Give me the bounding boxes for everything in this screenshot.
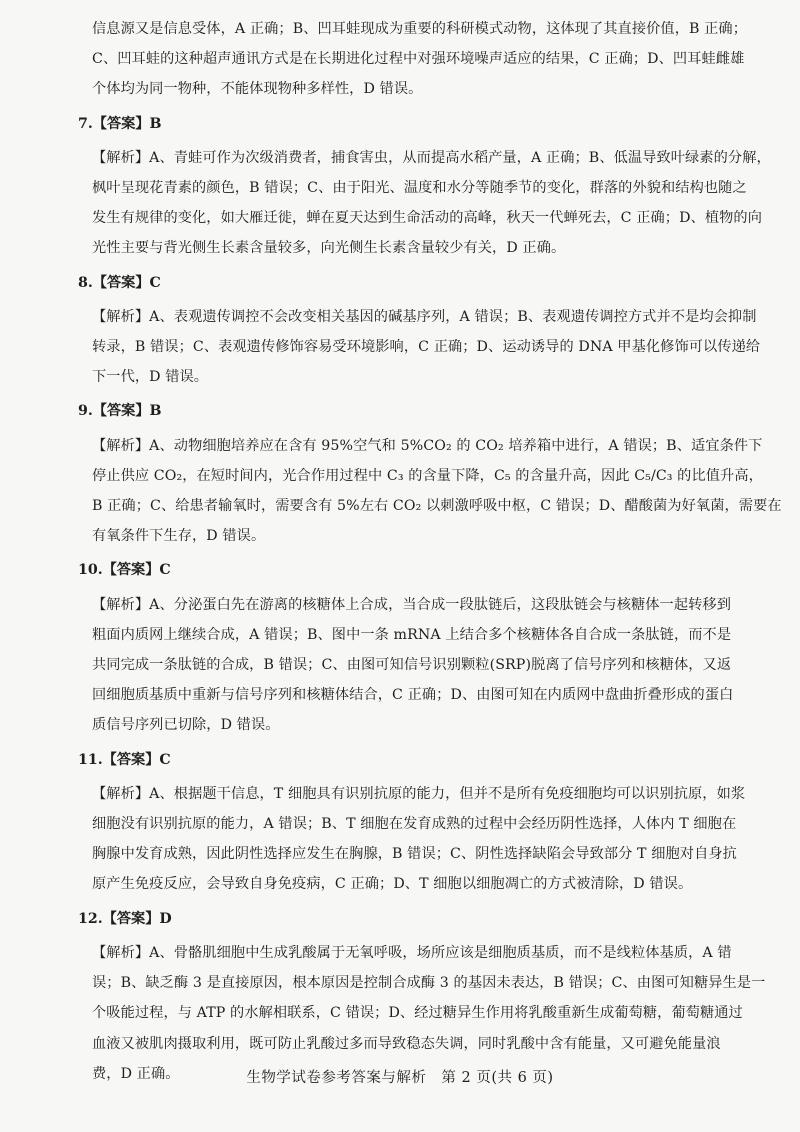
text-line: 个体均为同一物种，不能体现物种多样性，D 错误。: [92, 81, 423, 98]
text-line: 质信号序列已切除，D 错误。: [92, 717, 280, 734]
analysis-paragraph: [92, 431, 782, 552]
answer-heading: 12.【答案】D: [78, 910, 172, 927]
text-line: 【解析】A、表观遗传调控不会改变相关基因的碱基序列，A 错误；B、表观遗传调控方式并不是均会抑制: [92, 308, 757, 325]
text-line: 光性主要与背光侧生长素含量较多，向光侧生长素含量较少有关，D 正确。: [92, 240, 566, 257]
answer-heading: 10.【答案】C: [78, 562, 171, 579]
text-line: 【解析】A、动物细胞培养应在含有 95%空气和 5%CO₂ 的 CO₂ 培养箱中进行，A 错误；B、适宜条件下: [92, 437, 763, 454]
answer-block: [78, 396, 782, 551]
analysis-paragraph: [92, 302, 761, 393]
intro-text: [92, 14, 750, 105]
text-line: 细胞没有识别抗原的能力，A 错误；B、T 细胞在发育成熟的过程中会经历阴性选择，人体内 T 细胞在: [92, 816, 737, 833]
analysis-paragraph: [92, 143, 771, 264]
text-line: B 正确；C、给患者输氧时，需要含有 5%左右 CO₂ 以刺激呼吸中枢，C 错误；D、醋酸菌为好氧菌，需要在: [92, 498, 782, 515]
answer-heading: 8.【答案】C: [78, 274, 161, 291]
text-line: 【解析】A、青蛙可作为次级消费者，捕食害虫，从而提高水稻产量，A 正确；B、低温导致叶绿素的分解，: [92, 149, 771, 166]
text-line: 【解析】A、骨骼肌细胞中生成乳酸属于无氧呼吸，场所应该是细胞质基质，而不是线粒体基质，A 错: [92, 944, 732, 961]
answer-block: [78, 555, 750, 740]
text-line: 【解析】A、分泌蛋白先在游离的核糖体上合成，当合成一段肽链后，这段肽链会与核糖体一起转移到: [92, 596, 731, 613]
text-line: 停止供应 CO₂，在短时间内，光合作用过程中 C₃ 的含量下降，C₅ 的含量升高，因此 C₅/C₃ 的比值升高，: [92, 467, 763, 484]
answer-block: [78, 268, 761, 393]
text-line: 误；B、缺乏酶 3 是直接原因，根本原因是控制合成酶 3 的基因未表达，B 错误；C、由图可知糖异生是一: [92, 975, 766, 992]
text-line: 发生有规律的变化，如大雁迁徙，蝉在夏天达到生命活动的高峰，秋天一代蝉死去，C 正确；D、植物的向: [92, 210, 762, 227]
answer-heading: 9.【答案】B: [78, 403, 162, 420]
answer-block: [78, 745, 750, 900]
text-line: 血液又被肌肉摄取利用，既可防止乳酸过多而导致稳态失调，同时乳酸中含有能量，又可避免能量浪: [92, 1035, 721, 1052]
text-line: 信息源又是信息受体，A 正确；B、凹耳蛙现成为重要的科研模式动物，这体现了其直接价值，B 正确；: [92, 21, 747, 37]
answer-heading: 11.【答案】C: [78, 751, 171, 768]
answer-block: [78, 109, 771, 264]
text-line: C、凹耳蛙的这种超声通讯方式是在长期进化过程中对强环境噪声适应的结果，C 正确；D、凹耳蛙雌雄: [92, 51, 745, 68]
text-line: 个吸能过程，与 ATP 的水解相联系，C 错误；D、经过糖异生作用将乳酸重新生成葡萄糖，葡萄糖通过: [92, 1005, 743, 1022]
text-line: 粗面内质网上继续合成，A 错误；B、图中一条 mRNA 上结合多个核糖体各自合成一条肽链，而不是: [92, 626, 732, 643]
page-footer: 生物学试卷参考答案与解析 第 2 页(共 6 页): [246, 1070, 554, 1086]
text-line: 【解析】A、根据题干信息，T 细胞具有识别抗原的能力，但并不是所有免疫细胞均可以识别抗原，如浆: [92, 785, 746, 802]
analysis-paragraph: [92, 590, 750, 741]
text-line: 胸腺中发育成熟，因此阴性选择应发生在胸腺，B 错误；C、阴性选择缺陷会导致部分 T 细胞对自身抗: [92, 846, 737, 863]
text-line: 有氧条件下生存，D 错误。: [92, 528, 266, 545]
text-line: 下一代，D 错误。: [92, 369, 209, 386]
intro-paragraph: [92, 14, 750, 105]
text-line: 费，D 正确。: [92, 1065, 180, 1082]
text-line: 转录，B 错误；C、表观遗传修饰容易受环境影响，C 正确；D、运动诱导的 DNA 甲基化修饰可以传递给: [92, 339, 761, 356]
answer-block: [78, 904, 766, 1089]
answer-heading: 7.【答案】B: [78, 115, 162, 132]
text-line: 回细胞质基质中重新与信号序列和核糖体结合，C 正确；D、由图可知在内质网中盘曲折叠形成的蛋白: [92, 687, 734, 704]
answers-list: [78, 109, 782, 1089]
text-line: 原产生免疫反应，会导致自身免疫病，C 正确；D、T 细胞以细胞凋亡的方式被清除，D 错误。: [92, 876, 693, 893]
text-line: 枫叶呈现花青素的颜色，B 错误；C、由于阳光、温度和水分等随季节的变化，群落的外貌和结构也随之: [92, 180, 747, 197]
text-line: 共同完成一条肽链的合成，B 错误；C、由图可知信号识别颗粒(SRP)脱离了信号序列和核糖体，又返: [92, 657, 732, 674]
analysis-paragraph: [92, 779, 750, 900]
